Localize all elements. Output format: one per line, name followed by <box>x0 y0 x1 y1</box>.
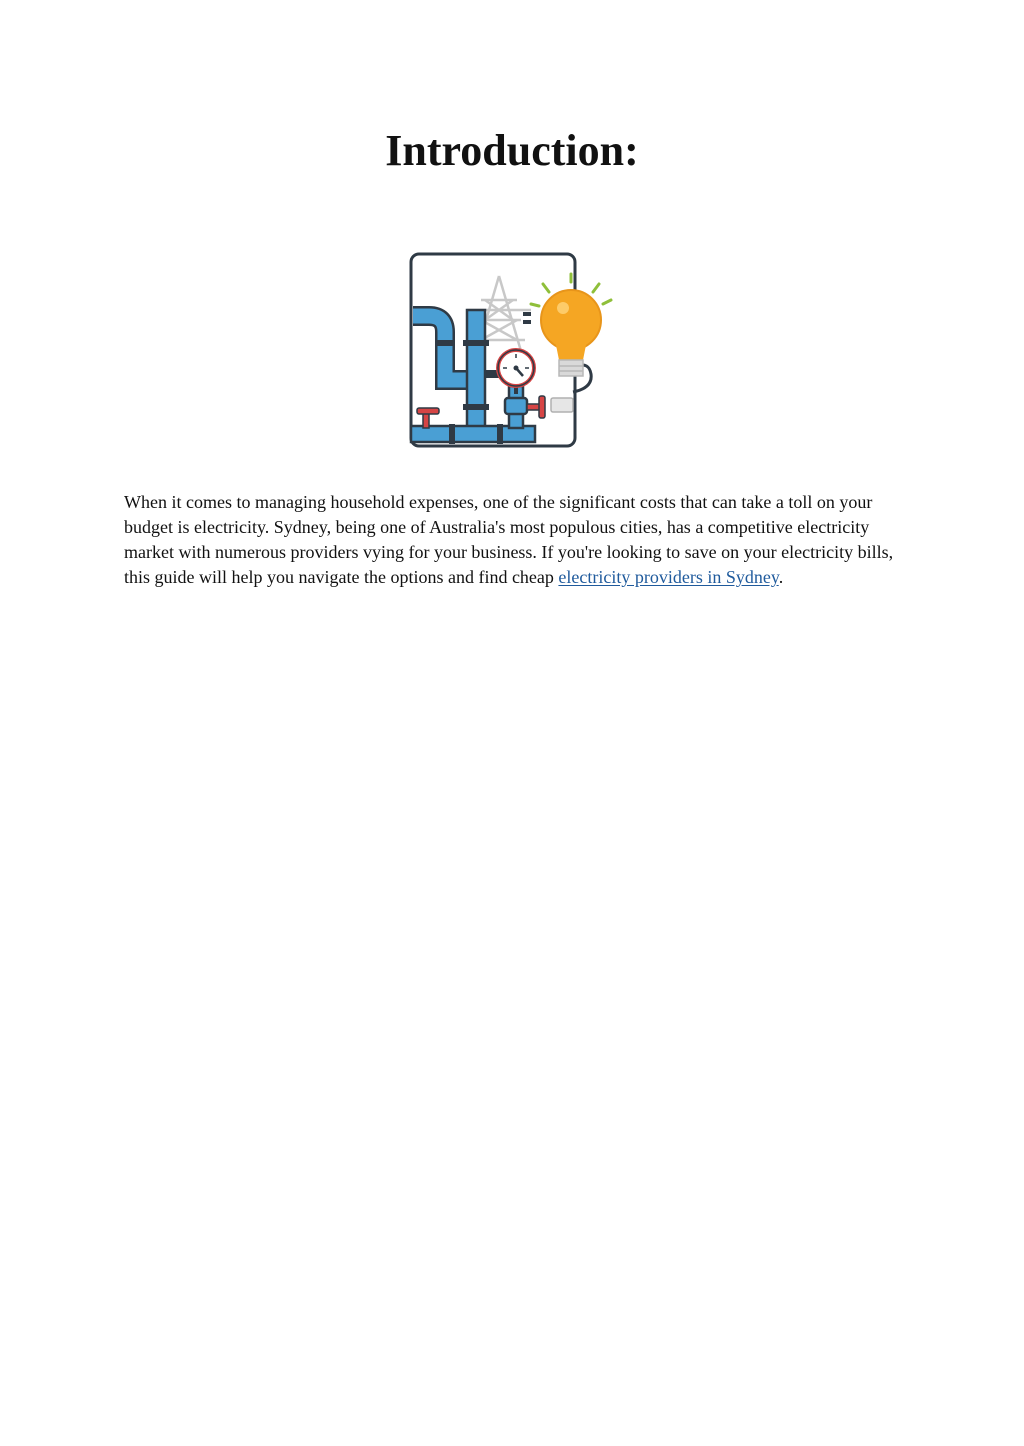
electricity-utility-icon <box>405 248 615 460</box>
intro-text: When it comes to managing household expenses, one of the significant costs that can take a toll on your budget is electricity. Sydney, being one of Australia's most populous cities, has a competitive electricity market with numerous providers vying for your business. If you're looking to save on your electricity bills, this guide will help you navigate the options and find cheap <box>124 492 894 587</box>
intro-text-end: . <box>778 567 784 587</box>
intro-paragraph <box>124 490 904 590</box>
page-title: Introduction: <box>385 126 639 175</box>
electricity-providers-link[interactable]: electricity providers in Sydney <box>558 567 779 587</box>
